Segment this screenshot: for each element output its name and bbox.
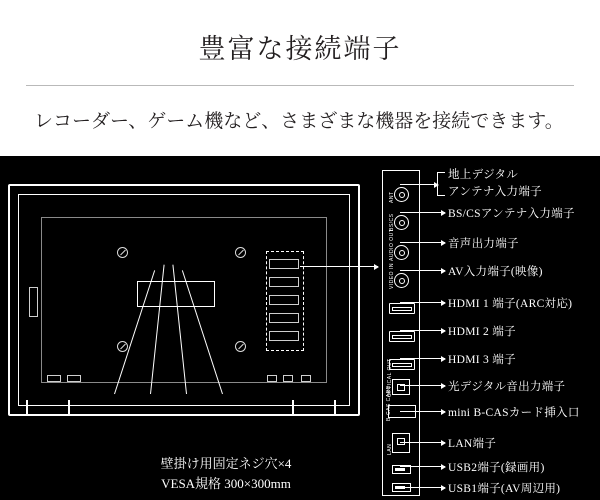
audio-out-jack-icon [394, 245, 409, 260]
callout-antenna-line2: アンテナ入力端子 [448, 186, 542, 198]
bcas-slot-label: B-CAS CARD [386, 385, 392, 421]
lan-lead-line [400, 442, 445, 443]
usb1-lead-line [400, 487, 445, 488]
bcas-lead-line [400, 411, 445, 412]
callout-usb1: USB1端子(AV周辺用) [448, 483, 561, 495]
callout-audio-out: 音声出力端子 [448, 238, 519, 250]
hdmi2-lead-line [400, 330, 445, 331]
header-divider [26, 85, 574, 86]
rear-detail-port [267, 375, 277, 382]
vesa-caption-line2: VESA規格 300×300mm [161, 475, 291, 491]
callout-usb2: USB2端子(録画用) [448, 462, 545, 474]
page-subtitle: レコーダー、ゲーム機など、さまざまな機器を接続できます。 [34, 111, 564, 132]
hdmi1-port-icon [389, 303, 415, 314]
rear-detail-port [67, 375, 81, 382]
optical-port-label: OPTICAL OUT [387, 358, 393, 397]
vesa-screw-hole [235, 247, 246, 258]
vesa-caption [96, 454, 356, 494]
callout-bs-cs: BS/CSアンテナ入力端子 [448, 208, 575, 220]
callout-optical: 光デジタル音出力端子 [448, 381, 566, 393]
optical-audio-port-icon [392, 379, 410, 395]
rear-detail-port [301, 375, 311, 382]
rear-detail-port [269, 331, 299, 341]
rear-detail-port [269, 277, 299, 287]
vesa-screw-hole [117, 341, 128, 352]
rear-detail-port [47, 375, 61, 382]
rear-detail-port [29, 287, 38, 317]
rear-detail-port [269, 295, 299, 305]
audio-out-port-label: AUDIO OUT [389, 228, 395, 261]
antenna-jack-icon [394, 187, 409, 202]
page-title: 豊富な接続端子 [198, 34, 402, 64]
av-in-jack-icon [394, 273, 409, 288]
hdmi3-lead-line [400, 358, 445, 359]
rear-detail-port [269, 259, 299, 269]
callout-bcas: mini B-CASカード挿入口 [448, 407, 580, 419]
callout-hdmi1: HDMI 1 端子(ARC対応) [448, 298, 573, 310]
vesa-screw-hole [235, 341, 246, 352]
hdmi1-lead-line [400, 302, 445, 303]
rear-detail-port [283, 375, 293, 382]
connector-panel-strip [382, 170, 420, 496]
callout-hdmi2: HDMI 2 端子 [448, 326, 516, 338]
antenna-lead-line [400, 184, 438, 185]
vesa-screw-hole [117, 247, 128, 258]
callout-lan: LAN端子 [448, 438, 497, 450]
bs-cs-lead-line [400, 212, 445, 213]
lan-port-label: LAN [387, 443, 393, 455]
rear-detail-port [269, 313, 299, 323]
av-in-port-label: VIDEO IN [389, 263, 395, 289]
page-header [0, 0, 600, 156]
bs-cs-port-label: BS/CS [389, 213, 395, 231]
av-in-lead-line [400, 270, 445, 271]
audio-out-lead-line [400, 242, 445, 243]
tv-stand-leg-right [292, 400, 336, 416]
lan-port-icon [392, 433, 410, 453]
tv-stand-leg-left [26, 400, 70, 416]
zoom-connector-line [300, 266, 378, 267]
antenna-port-label: ANT [389, 191, 395, 203]
callout-av-in: AV入力端子(映像) [448, 266, 543, 278]
usb2-lead-line [400, 466, 445, 467]
callout-antenna-line1: 地上デジタル [448, 169, 519, 181]
callout-hdmi3: HDMI 3 端子 [448, 354, 516, 366]
bs-cs-jack-icon [394, 215, 409, 230]
optical-lead-line [400, 385, 445, 386]
hdmi2-port-icon [389, 331, 415, 342]
connector-diagram [0, 156, 600, 500]
vesa-caption-line1: 壁掛け用固定ネジ穴×4 [160, 455, 292, 471]
